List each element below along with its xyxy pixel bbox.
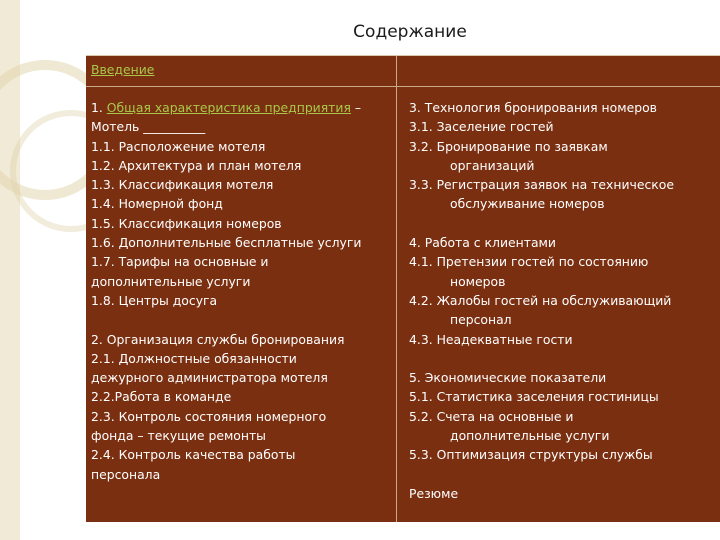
list-item: 5.1. Статистика заселения гостиницы: [409, 389, 659, 405]
section1-subtitle: Мотель __________: [91, 119, 206, 135]
list-item: фонда – текущие ремонты: [91, 428, 266, 444]
list-item: 3.3. Регистрация заявок на техническое: [409, 177, 674, 193]
intro-link[interactable]: Введение: [91, 62, 155, 77]
list-item: дополнительные услуги: [91, 273, 251, 289]
list-item: 5.2. Счета на основные и: [409, 408, 574, 424]
list-item: 1.6. Дополнительные бесплатные услуги: [91, 235, 362, 251]
list-item: 1.1. Расположение мотеля: [91, 138, 266, 154]
list-item: номеров: [450, 273, 506, 289]
list-item: персонала: [91, 466, 161, 482]
list-item: 2.4. Контроль качества работы: [91, 447, 296, 463]
list-item: 4.3. Неадекватные гости: [409, 331, 573, 347]
list-item: 2.1. Должностные обязанности: [91, 350, 297, 366]
list-item: 1.5. Классификация номеров: [91, 215, 282, 231]
list-item: обслуживание номеров: [450, 196, 605, 212]
page-title: Содержание: [353, 22, 467, 42]
list-item: дежурного администратора мотеля: [91, 370, 328, 386]
list-item: 1.7. Тарифы на основные и: [91, 254, 269, 270]
right-column: [409, 98, 674, 503]
list-item: 1.2. Архитектура и план мотеля: [91, 157, 302, 173]
list-item: 2. Организация службы бронирования: [91, 331, 345, 347]
list-item: 2.3. Контроль состояния номерного: [91, 408, 327, 424]
section1-link[interactable]: Общая характеристика предприятия: [106, 100, 351, 115]
list-item: 4.1. Претензии гостей по состоянию: [409, 254, 649, 270]
list-item: организаций: [450, 157, 535, 173]
list-item: 3. Технология бронирования номеров: [409, 100, 657, 115]
list-item: персонал: [450, 312, 512, 328]
list-item: 1.4. Номерной фонд: [91, 196, 223, 212]
list-item: дополнительные услуги: [450, 428, 610, 444]
list-item: 1.3. Классификация мотеля: [91, 177, 274, 193]
intro-cell: [91, 60, 154, 79]
list-item: 1.8. Центры досуга: [91, 292, 218, 308]
list-item: 2.2.Работа в команде: [91, 389, 232, 405]
column-divider: [396, 56, 397, 522]
left-column: [91, 98, 361, 484]
list-item: 3.2. Бронирование по заявкам: [409, 138, 608, 154]
section1-heading: 1. Общая характеристика предприятия –: [91, 100, 362, 115]
list-item: 4.2. Жалобы гостей на обслуживающий: [409, 292, 672, 308]
list-item: 5.3. Оптимизация структуры службы: [409, 447, 653, 463]
contents-table: [86, 55, 720, 522]
row-divider: [86, 86, 720, 87]
list-item: 5. Экономические показатели: [409, 370, 607, 386]
summary-item: Резюме: [409, 485, 459, 501]
list-item: 3.1. Заселение гостей: [409, 119, 554, 135]
list-item: 4. Работа с клиентами: [409, 235, 556, 251]
